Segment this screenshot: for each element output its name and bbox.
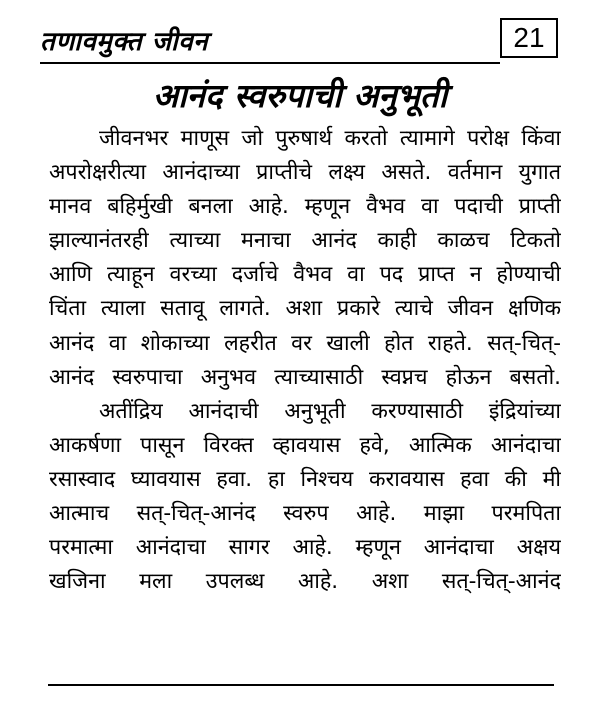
header-divider <box>40 62 500 64</box>
text-line: मानव बहिर्मुखी बनला आहे. म्हणून वैभव वा पदाची प्राप्ती <box>49 194 561 220</box>
footer-divider <box>48 684 554 686</box>
text-line: परमात्मा आनंदाचा सागर आहे. म्हणून आनंदाचा अक्षय <box>49 535 561 561</box>
page-number: 21 <box>500 18 558 58</box>
body-text <box>49 122 561 599</box>
text-line: आनंद स्वरुपाचा अनुभव त्याच्यासाठी स्वप्नच होऊन बसतो. <box>49 364 561 390</box>
page-header <box>40 18 558 64</box>
text-line: आनंद वा शोकाच्या लहरीत वर खाली होत राहते. सत्-चित्- <box>49 330 561 356</box>
text-line: झाल्यानंतरही त्याच्या मनाचा आनंद काही काळच टिकतो <box>49 228 561 254</box>
text-line: आकर्षणा पासून विरक्त व्हावयास हवे, आत्मिक आनंदाचा <box>49 432 561 458</box>
text-line: खजिना मला उपलब्ध आहे. अशा सत्-चित्-आनंद <box>49 569 561 595</box>
text-line: आणि त्याहून वरच्या दर्जाचे वैभव वा पद प्राप्त न होण्याची <box>49 262 561 288</box>
text-line: चिंता त्याला सतावू लागते. अशा प्रकारे त्याचे जीवन क्षणिक <box>49 296 561 322</box>
running-title: तणावमुक्त जीवन <box>40 27 209 57</box>
text-line: रसास्वाद घ्यावयास हवा. हा निश्चय करावयास हवा की मी <box>49 466 561 492</box>
text-line: अतींद्रिय आनंदाची अनुभूती करण्यासाठी इंद्रियांच्या <box>99 398 561 424</box>
text-line: जीवनभर माणूस जो पुरुषार्थ करतो त्यामागे परोक्ष किंवा <box>99 126 561 151</box>
text-line: अपरोक्षरीत्या आनंदाच्या प्राप्तीचे लक्ष्य असते. वर्तमान युगात <box>49 160 561 186</box>
text-line: आत्माच सत्-चित्-आनंद स्वरुप आहे. माझा परमपिता <box>49 501 561 527</box>
chapter-title: आनंद स्वरुपाची अनुभूती <box>152 76 448 115</box>
